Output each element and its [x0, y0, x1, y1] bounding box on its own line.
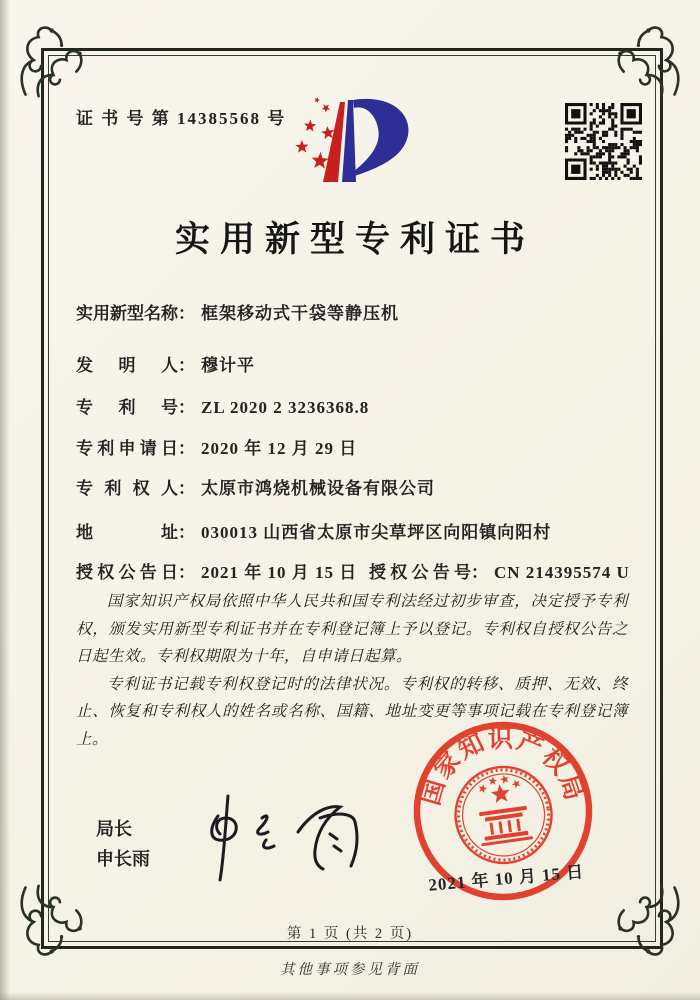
scan-edge-shadow [0, 0, 10, 1000]
field-value: ZL 2020 2 3236368.8 [201, 398, 370, 417]
cnipa-logo-icon [276, 90, 428, 196]
field-row-address [76, 518, 551, 543]
field-value: 穆计平 [201, 356, 255, 375]
seal-date: 2021 年 10 月 15 日 [427, 862, 585, 895]
qr-code [565, 103, 642, 180]
back-note: 其他事项参见背面 [280, 962, 420, 978]
field-label: 授权公告日 [76, 563, 178, 582]
field-colon: ： [178, 479, 195, 498]
field-colon: ： [178, 563, 195, 582]
field-label: 发明人 [76, 356, 178, 375]
field-value: 框架移动式干袋等静压机 [201, 304, 399, 323]
handwritten-signature-icon [190, 788, 365, 883]
field-label: 实用新型名称 [76, 304, 178, 323]
page-number: 第 1 页 (共 2 页) [286, 926, 414, 942]
field-label: 专利号 [76, 398, 178, 417]
field-label: 专利权人 [76, 479, 178, 498]
field-row-name [76, 299, 399, 324]
field-colon: ： [178, 523, 195, 542]
field-value: 2021 年 10 月 15 日 [201, 563, 358, 582]
national-emblem-icon [449, 761, 557, 869]
svg-text:国家知识产权局 [408, 713, 590, 825]
field-value: 2020 年 12 月 29 日 [201, 439, 358, 458]
field-label: 授权公告号 [369, 563, 471, 582]
body-paragraph-1: 国家知识产权局依照中华人民共和国专利法经过初步审查，决定授予专利权，颁发实用新型专利证书并在专利登记簿上予以登记。专利权自授权公告之日起生效。专利权期限为十年，自申请日起算。 [76, 593, 628, 665]
certificate-number: 证 书 号 第 14385568 号 [76, 109, 287, 128]
field-group-grant-no [369, 558, 630, 583]
field-value: 030013 山西省太原市尖草坪区向阳镇向阳村 [201, 523, 552, 542]
corner-flourish-icon [14, 24, 96, 106]
seal-ring-text: 国家知识产权局 [417, 725, 588, 809]
signer-title: 局长 [96, 819, 132, 839]
field-group-grant-date [76, 563, 357, 582]
field-colon: ： [178, 356, 195, 375]
field-row-filing-date [76, 434, 357, 459]
corner-flourish-icon [604, 24, 686, 106]
field-value: CN 214395574 U [494, 563, 630, 582]
body-paragraph-2: 专利证书记载专利权登记时的法律状况。专利权的转移、质押、无效、终止、恢复和专利权人的姓名或名称、国籍、地址变更等事项记载在专利登记簿上。 [76, 675, 628, 748]
scan-edge-shadow-bottom [0, 992, 700, 1000]
corner-flourish-icon [14, 876, 96, 958]
field-row-patent-no [76, 393, 369, 418]
certificate-title: 实用新型专利证书 [174, 220, 535, 259]
field-row-grant [76, 558, 630, 583]
signer-name: 申长雨 [96, 849, 150, 869]
field-row-patentee [76, 474, 435, 499]
field-colon: ： [471, 563, 488, 582]
field-colon: ： [178, 439, 195, 458]
corner-flourish-icon [604, 876, 686, 958]
signer-block [96, 814, 150, 874]
field-label: 地址 [76, 523, 178, 542]
field-label: 专利申请日 [76, 439, 178, 458]
field-row-inventor [76, 351, 255, 376]
field-colon: ： [178, 304, 195, 323]
field-colon: ： [178, 398, 195, 417]
field-value: 太原市鸿烧机械设备有限公司 [201, 479, 435, 498]
